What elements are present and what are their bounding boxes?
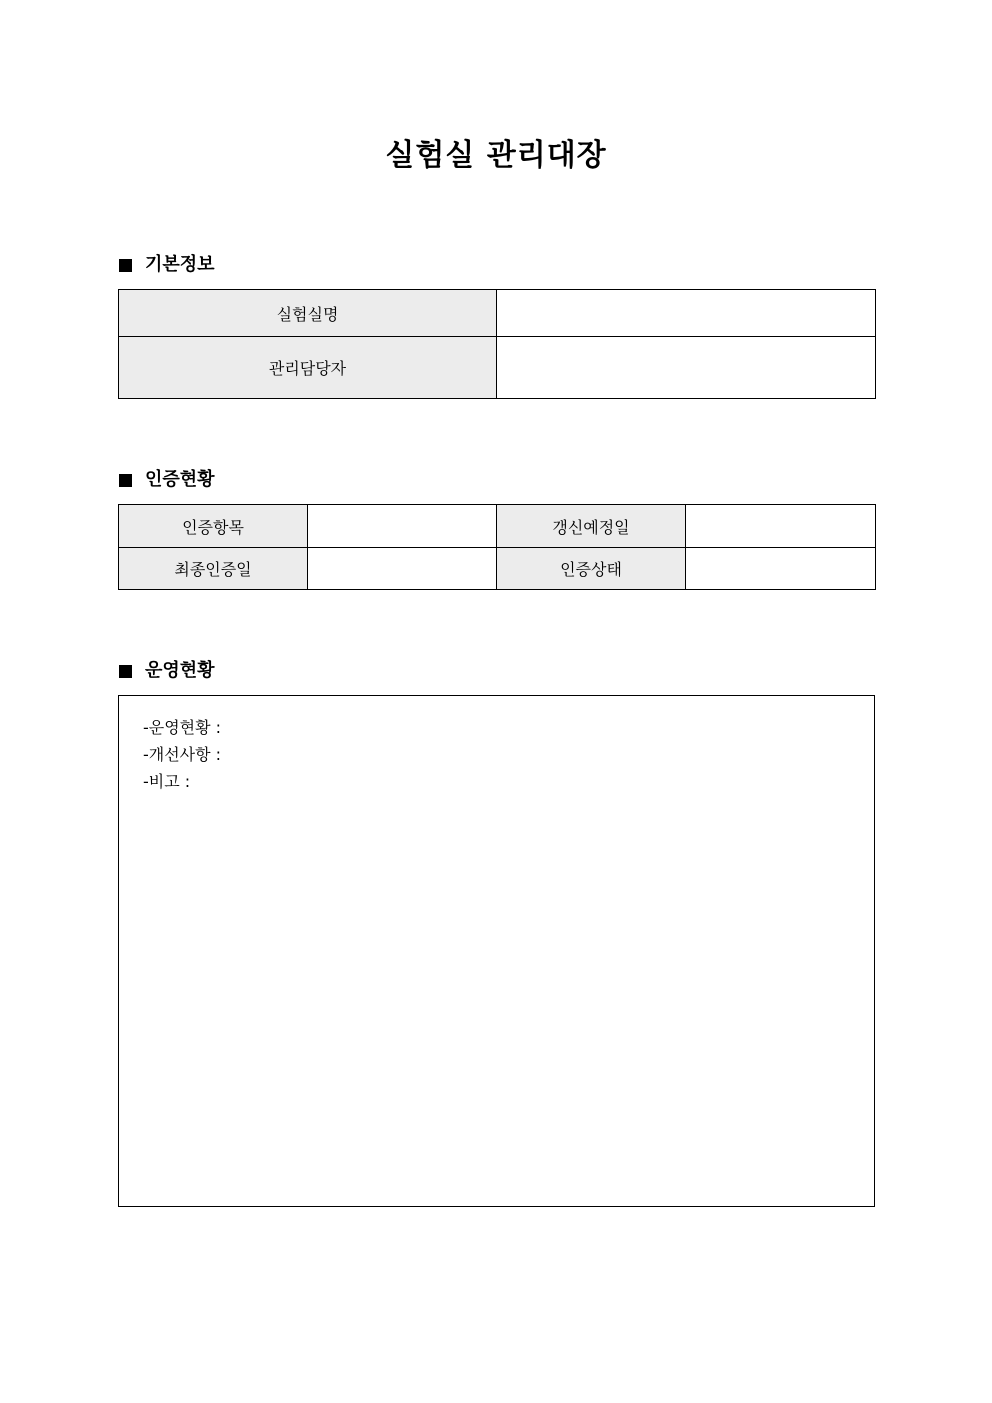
table-row	[119, 548, 876, 590]
square-bullet-icon	[119, 474, 132, 487]
section-heading-label: 운영현황	[145, 660, 215, 681]
page-title: 실험실 관리대장	[385, 138, 607, 173]
section-heading-label: 인증현황	[145, 469, 215, 490]
section-heading-operation	[119, 659, 215, 683]
last-cert-date-label: 최종인증일	[119, 548, 308, 590]
lab-name-label: 실험실명	[119, 290, 497, 337]
cert-status-field[interactable]	[686, 548, 876, 590]
table-row	[119, 337, 876, 399]
section-heading-label: 기본정보	[145, 254, 215, 275]
last-cert-date-field[interactable]	[308, 548, 497, 590]
basic-info-table	[118, 289, 876, 399]
operation-memo-box[interactable]	[118, 695, 875, 1207]
certification-table	[118, 504, 876, 590]
memo-line-improvements: -개선사항 :	[143, 745, 222, 764]
manager-field[interactable]	[497, 337, 876, 399]
lab-name-field[interactable]	[497, 290, 876, 337]
section-heading-basic-info	[119, 253, 215, 277]
section-heading-certification	[119, 468, 215, 492]
table-row	[119, 290, 876, 337]
memo-line-operation: -운영현황 :	[143, 718, 222, 737]
renewal-date-field[interactable]	[686, 505, 876, 548]
cert-item-field[interactable]	[308, 505, 497, 548]
renewal-date-label: 갱신예정일	[497, 505, 686, 548]
table-row	[119, 505, 876, 548]
square-bullet-icon	[119, 665, 132, 678]
square-bullet-icon	[119, 259, 132, 272]
cert-status-label: 인증상태	[497, 548, 686, 590]
cert-item-label: 인증항목	[119, 505, 308, 548]
manager-label: 관리담당자	[119, 337, 497, 399]
memo-line-remarks: -비고 :	[143, 772, 191, 791]
memo-lines	[143, 714, 221, 795]
